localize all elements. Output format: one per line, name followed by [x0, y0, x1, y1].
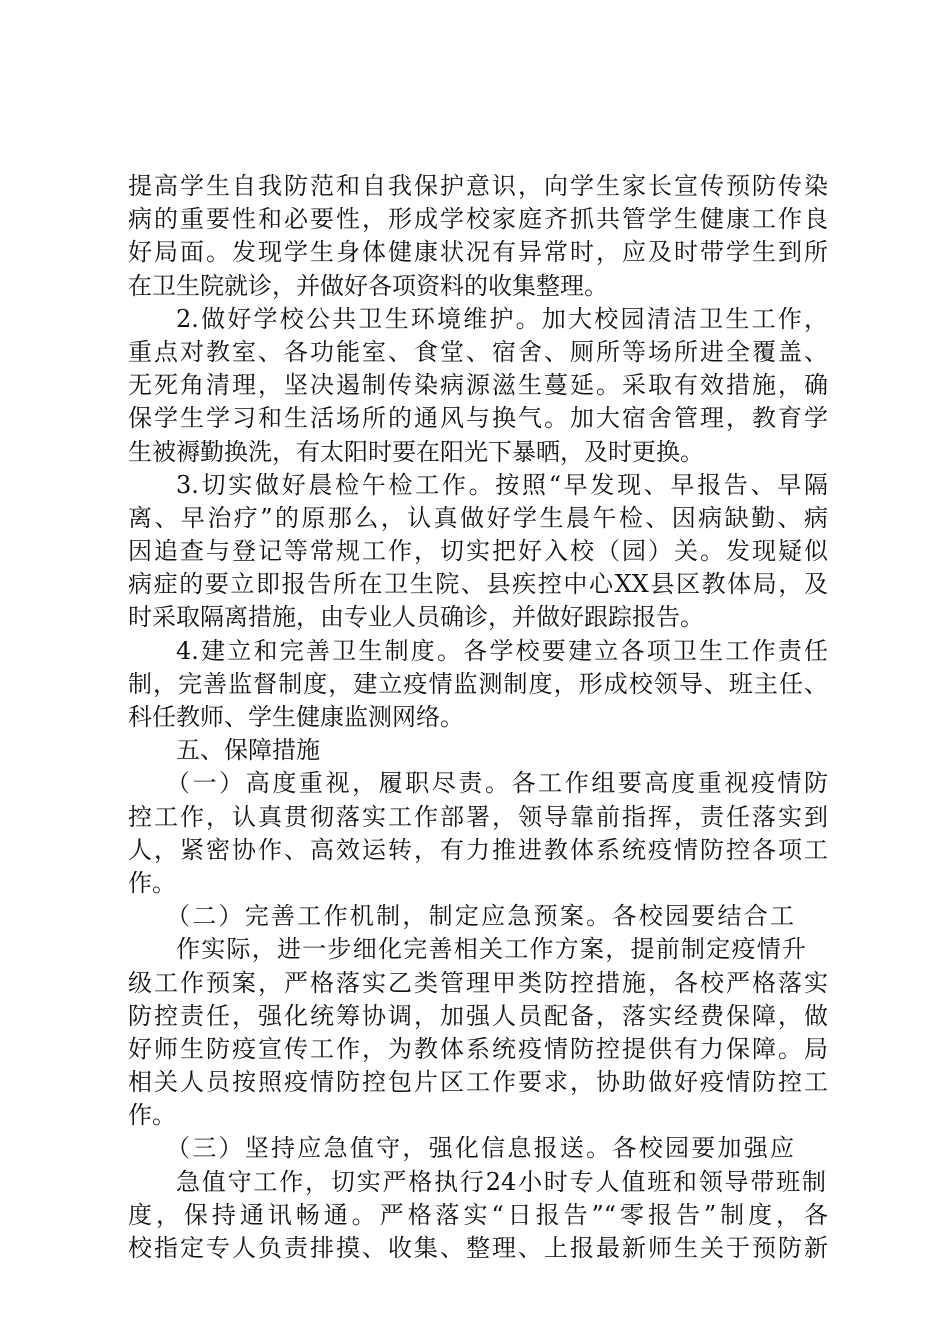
text-line: 3.切实做好晨检午检工作。按照“早发现、早报告、早隔 [176, 470, 828, 499]
text-line: 因追查与登记等常规工作，切实把好入校（园）关。发现疑似 [128, 537, 828, 566]
text-line: 病症的要立即报告所在卫生院、县疾控中心XX县区教体局，及 [128, 570, 828, 599]
text-line: 提高学生自我防范和自我保护意识，向学生家长宣传预防传染 [128, 172, 828, 200]
text-line: 人，紧密协作、高效运转，有力推进教体系统疫情防控各项工 [128, 835, 828, 864]
text-line: 作实际，进一步细化完善相关工作方案，提前制定疫情升 [176, 935, 806, 964]
text-line: 控工作，认真贯彻落实工作部署，领导靠前指挥，责任落实到 [128, 802, 828, 831]
text-line: 校指定专人负责排摸、收集、整理、上报最新师生关于预防新 [128, 1234, 828, 1262]
text-line: 制，完善监督制度，建立疫情监测制度，形成校领导、班主任、 [128, 669, 828, 698]
text-line: 在卫生院就诊，并做好各项资料的收集整理。 [128, 271, 608, 300]
text-line: 急值守工作，切实严格执行24小时专人值班和领导带班制 [176, 1167, 826, 1196]
text-line: （三）坚持应急值守，强化信息报送。各校园要加强应 [166, 1134, 794, 1163]
text-line: 生被褥勤换洗，有太阳时要在阳光下暴晒，及时更换。 [128, 437, 704, 466]
text-line: 离、早治疗”的原那么，认真做好学生晨午检、因病缺勤、病 [128, 503, 828, 532]
text-line: 4.建立和完善卫生制度。各学校要建立各项卫生工作责任 [176, 636, 828, 665]
text-line: 重点对教室、各功能室、食堂、宿舍、厕所等场所进全覆盖、 [128, 337, 828, 366]
text-line: 级工作预案，严格落实乙类管理甲类防控措施，各校严格落实 [128, 968, 828, 997]
text-line: 无死角清理，坚决遏制传染病源滋生蔓延。采取有效措施，确 [128, 371, 828, 400]
section-heading: 五、保障措施 [176, 736, 320, 765]
text-line: 相关人员按照疫情防控包片区工作要求，协助做好疫情防控工 [128, 1068, 828, 1097]
text-line: 作。 [128, 868, 176, 897]
text-line: 防控责任，强化统筹协调，加强人员配备，落实经费保障，做 [128, 1001, 828, 1030]
text-line: 科任教师、学生健康监测网络。 [128, 703, 464, 731]
text-line: 作。 [128, 1101, 176, 1130]
text-line: 病的重要性和必要性，形成学校家庭齐抓共管学生健康工作良 [128, 205, 828, 234]
document-body [128, 170, 828, 1265]
text-line: 度，保持通讯畅通。严格落实“日报告”“零报告”制度，各 [128, 1200, 828, 1229]
text-line: 好师生防疫宣传工作，为教体系统疫情防控提供有力保障。局 [128, 1034, 828, 1063]
text-line: （一）高度重视，履职尽责。各工作组要高度重视疫情防 [166, 769, 828, 798]
text-line: 保学生学习和生活场所的通风与换气。加大宿舍管理，教育学 [128, 404, 828, 433]
text-line: （二）完善工作机制，制定应急预案。各校园要结合工 [166, 902, 794, 931]
text-line: 2.做好学校公共卫生环境维护。加大校园清洁卫生工作， [176, 304, 828, 333]
text-line: 好局面。发现学生身体健康状况有异常时，应及时带学生到所 [128, 238, 828, 267]
text-line: 时采取隔离措施，由专业人员确诊，并做好跟踪报告。 [128, 603, 704, 632]
